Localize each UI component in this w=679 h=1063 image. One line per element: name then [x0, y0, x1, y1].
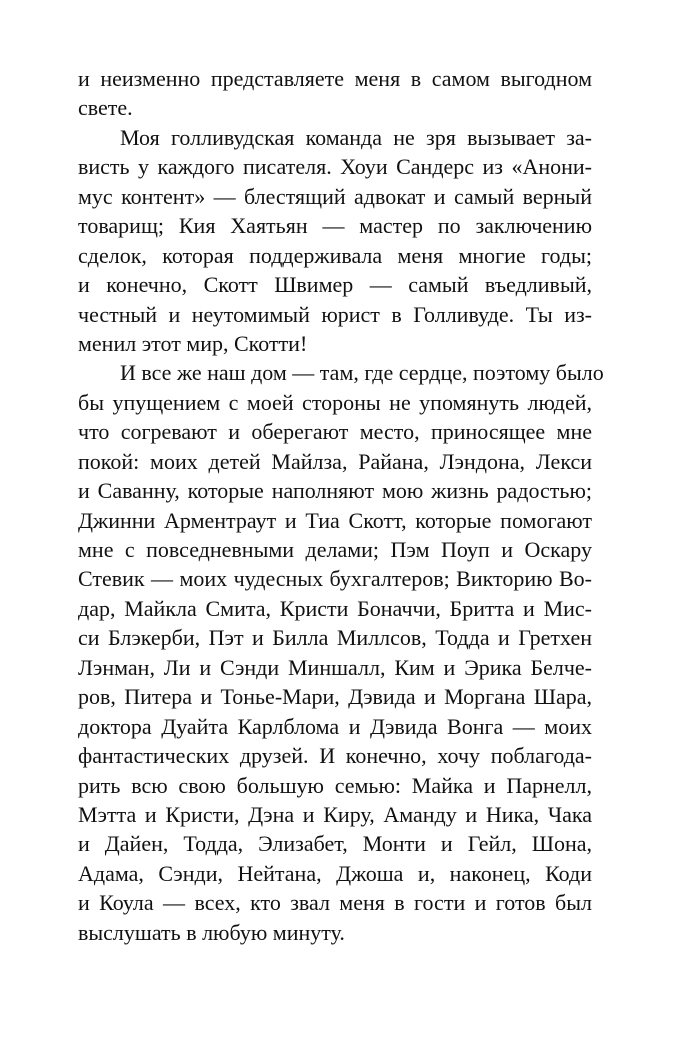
text-line: менил этот мир, Скотти!	[78, 330, 308, 356]
paragraph-2	[78, 123, 592, 359]
text-line: что согревают и оберегают место, приносящее мне	[78, 419, 592, 445]
text-line: и конечно, Скотт Швимер — самый въедливый,	[78, 272, 592, 298]
text-line: си Блэкерби, Пэт и Билла Миллсов, Тодда и Гретхен	[78, 625, 592, 651]
text-line: ров, Питера и Тонье-Мари, Дэвида и Моргана Шара,	[78, 684, 592, 710]
body-text	[78, 64, 604, 947]
text-line: бы упущением с моей стороны не упомянуть людей,	[78, 389, 592, 415]
text-line: и неизменно представляете меня в самом выгодном	[78, 66, 592, 91]
text-line: Моя голливудская команда не зря вызывает за-	[120, 124, 592, 150]
text-line: сделок, которая поддерживала меня многие годы;	[78, 242, 592, 268]
text-line: и Саванну, которые наполняют мою жизнь радостью;	[78, 478, 592, 504]
text-line: и Дайен, Тодда, Элизабет, Монти и Гейл, Шона,	[78, 831, 592, 857]
text-line: рить всю свою большую семью: Майка и Парнелл,	[78, 772, 592, 798]
text-line: Стевик — моих чудесных бухгалтеров; Викторию Во-	[78, 566, 592, 592]
text-line: И все же наш дом — там, где сердце, поэтому было	[120, 360, 604, 386]
text-line: честный и неутомимый юрист в Голливуде. Ты из-	[78, 301, 592, 327]
text-line: товарищ; Кия Хаятьян — мастер по заключению	[78, 213, 592, 239]
text-line: дар, Майкла Смита, Кристи Боначчи, Бритта и Мис-	[78, 595, 592, 621]
paragraph-3	[78, 358, 604, 947]
text-line: Адама, Сэнди, Нейтана, Джоша и, наконец, Коди	[78, 860, 592, 886]
text-line: фантастических друзей. И конечно, хочу поблагода-	[78, 743, 592, 769]
text-line: Лэнман, Ли и Сэнди Миншалл, Ким и Эрика Белче-	[78, 654, 592, 680]
text-line: мне с повседневными делами; Пэм Поуп и Оскару	[78, 537, 592, 562]
text-line: покой: моих детей Майлза, Райана, Лэндона, Лекси	[78, 448, 592, 474]
text-line: Джинни Арментраут и Тиа Скотт, которые помогают	[78, 507, 592, 533]
text-line: мус контент» — блестящий адвокат и самый верный	[78, 183, 592, 209]
text-line: и Коула — всех, кто звал меня в гости и готов был	[78, 890, 592, 916]
text-line: Мэтта и Кристи, Дэна и Киру, Аманду и Ника, Чака	[78, 801, 592, 827]
text-line: доктора Дуайта Карлблома и Дэвида Вонга — моих	[78, 713, 592, 739]
paragraph-1	[78, 64, 592, 123]
text-line: выслушать в любую минуту.	[78, 919, 345, 945]
text-line: свете.	[78, 95, 133, 121]
text-line: висть у каждого писателя. Хоуи Сандерс из «Анони-	[78, 154, 592, 180]
